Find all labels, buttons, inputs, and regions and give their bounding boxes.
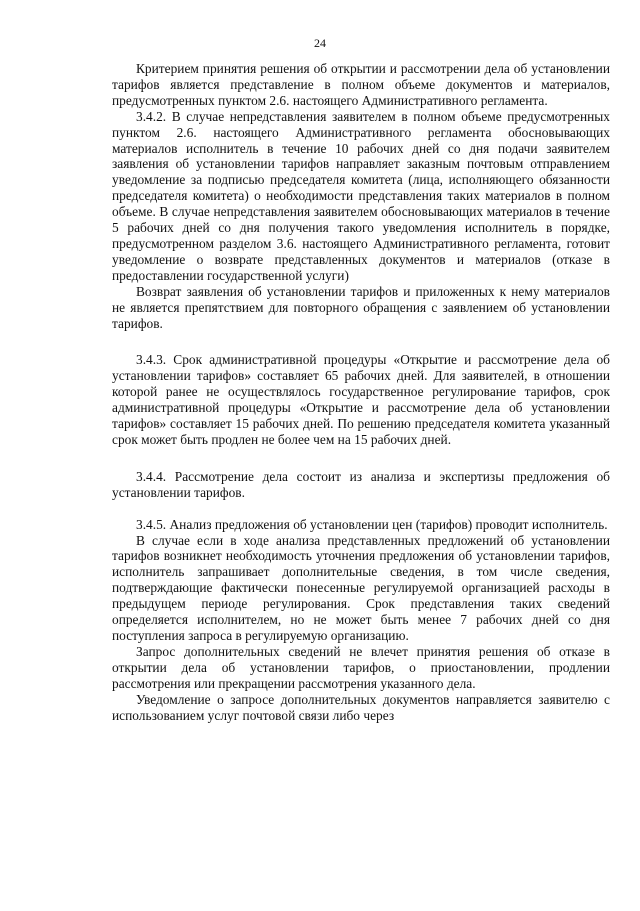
page-number: 24 <box>314 36 326 50</box>
paragraph-acceptance-criterion: Критерием принятия решения об открытии и рассмотрении дела об установлении тарифов является представление в полном объеме документов и материалов, предусмотренных пунктом 2.6. настоящего Административного регламента. <box>112 61 610 108</box>
document-body <box>112 61 610 723</box>
paragraph-additional-info-request: В случае если в ходе анализа представленных предложений об установлении тарифов возникнет необходимость уточнения предложения об установлении тарифов, исполнитель запрашивает дополнительные сведения, в том числе сведения, подтверждающие фактически понесенные регулируемой организацией расходы в предыдущем периоде регулирования. Срок представления таких сведений определяется исполнителем, но не может быть менее 7 рабочих дней со дня поступления запроса в регулируемую организацию. <box>112 532 610 643</box>
paragraph-3-4-5: 3.4.5. Анализ предложения об установлении цен (тарифов) проводит исполнитель. <box>136 516 608 532</box>
paragraph-request-consequences: Запрос дополнительных сведений не влечет принятия решения об отказе в открытии дела об установлении тарифов, о приостановлении, продлении рассмотрения или прекращении рассмотрения указанного дела. <box>112 643 610 691</box>
paragraph-3-4-2: 3.4.2. В случае непредставления заявителем в полном объеме предусмотренных пунктом 2.6. настоящего Административного регламента обосновывающих материалов исполнитель в течение 10 рабочих дней со дня подачи заявителем заявления об установлении тарифов направляет заказным почтовым отправлением уведомление за подписью председателя комитета (лица, исполняющего обязанности председателя комитета) о необходимости представления таких материалов в полном объеме. В случае непредставления заявителем обосновывающих материалов в течение 5 рабочих дней со дня получения такого уведомления исполнитель в порядке, предусмотренном разделом 3.6. настоящего Административного регламента, готовит уведомление о возврате представленных документов и материалов (отказе в предоставлении государственной услуги) <box>112 108 610 283</box>
paragraph-3-4-4: 3.4.4. Рассмотрение дела состоит из анализа и экспертизы предложения об установлении тарифов. <box>112 468 610 500</box>
paragraph-notification: Уведомление о запросе дополнительных документов направляется заявителю с использованием услуг почтовой связи либо через <box>112 691 610 723</box>
paragraph-3-4-3: 3.4.3. Срок административной процедуры «Открытие и рассмотрение дела об установлении тарифов» составляет 65 рабочих дней. Для заявителей, в отношении которой ранее не осуществлялось государственное регулирование тарифов, срок административной процедуры «Открытие и рассмотрение дела об установлении тарифов» составляет 15 рабочих дней. По решению председателя комитета указанный срок может быть продлен не более чем на 15 рабочих дней. <box>112 352 610 447</box>
paragraph-return-of-application: Возврат заявления об установлении тарифов и приложенных к нему материалов не является препятствием для повторного обращения с заявлением об установлении тарифов. <box>112 283 610 331</box>
